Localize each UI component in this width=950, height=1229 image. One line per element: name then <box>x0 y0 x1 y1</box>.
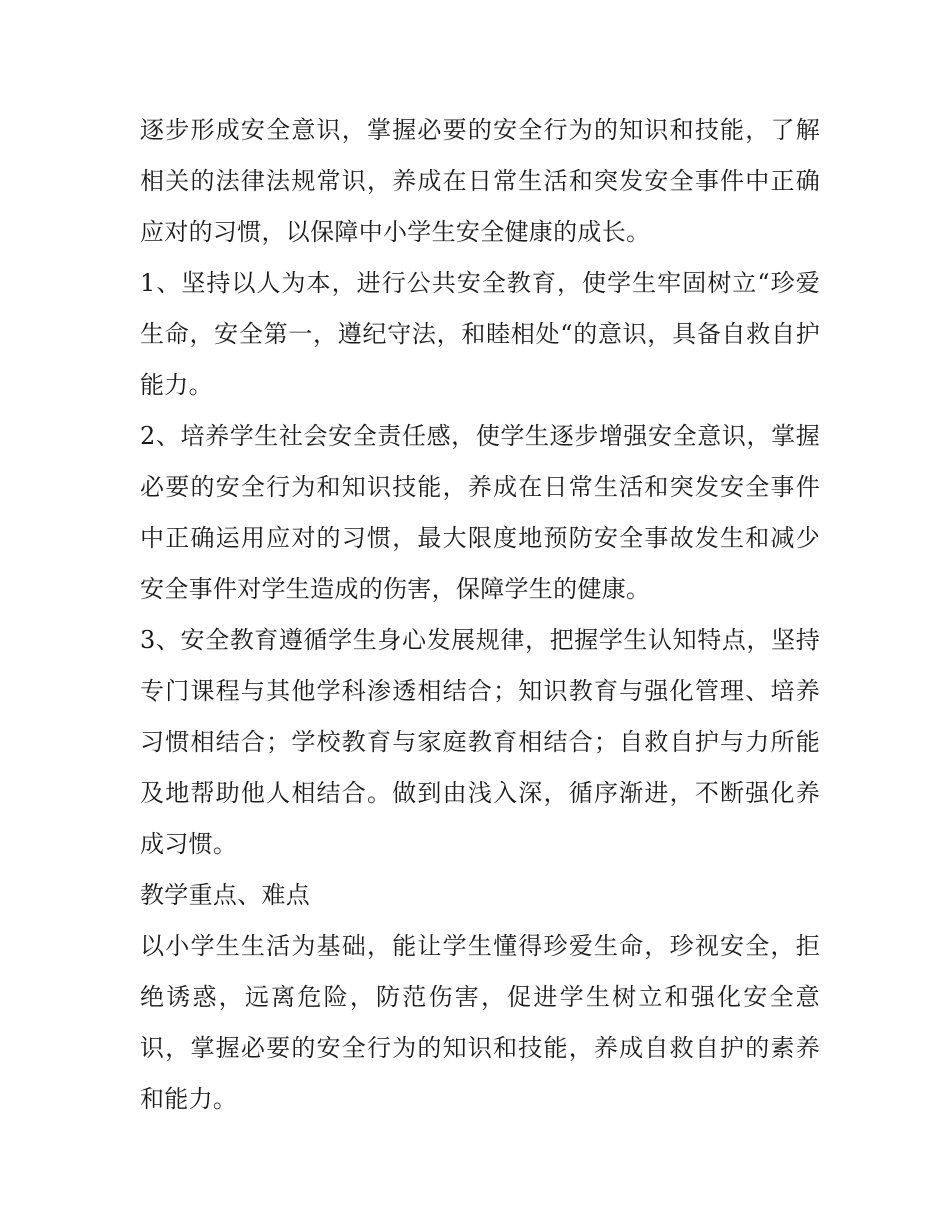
paragraph-point-1: 1、坚持以人为本，进行公共安全教育，使学生牢固树立“珍爱生命，安全第一，遵纪守法，和睦相处“的意识，具备自救自护能力。 <box>140 269 820 399</box>
paragraph-goal-intro: 逐步形成安全意识，掌握必要的安全行为的知识和技能，了解相关的法律法规常识，养成在日常生活和突发安全事件中正确应对的习惯，以保障中小学生安全健康的成长。 <box>140 116 820 246</box>
document-body <box>140 105 820 1125</box>
paragraph-key-points: 以小学生生活为基础，能让学生懂得珍爱生命，珍视安全，拒绝诱惑，远离危险，防范伤害，促进学生树立和强化安全意识，掌握必要的安全行为的知识和技能，养成自救自护的素养和能力。 <box>140 932 820 1113</box>
paragraph-point-2: 2、培养学生社会安全责任感，使学生逐步增强安全意识，掌握必要的安全行为和知识技能，养成在日常生活和突发安全事件中正确运用应对的习惯，最大限度地预防安全事故发生和减少安全事件对学生造成的伤害，保障学生的健康。 <box>140 422 820 603</box>
section-heading-key-points: 教学重点、难点 <box>140 881 311 909</box>
paragraph-point-3: 3、安全教育遵循学生身心发展规律，把握学生认知特点，坚持专门课程与其他学科渗透相结合；知识教育与强化管理、培养习惯相结合；学校教育与家庭教育相结合；自救自护与力所能及地帮助他人相结合。做到由浅入深，循序渐进，不断强化养成习惯。 <box>140 626 820 858</box>
